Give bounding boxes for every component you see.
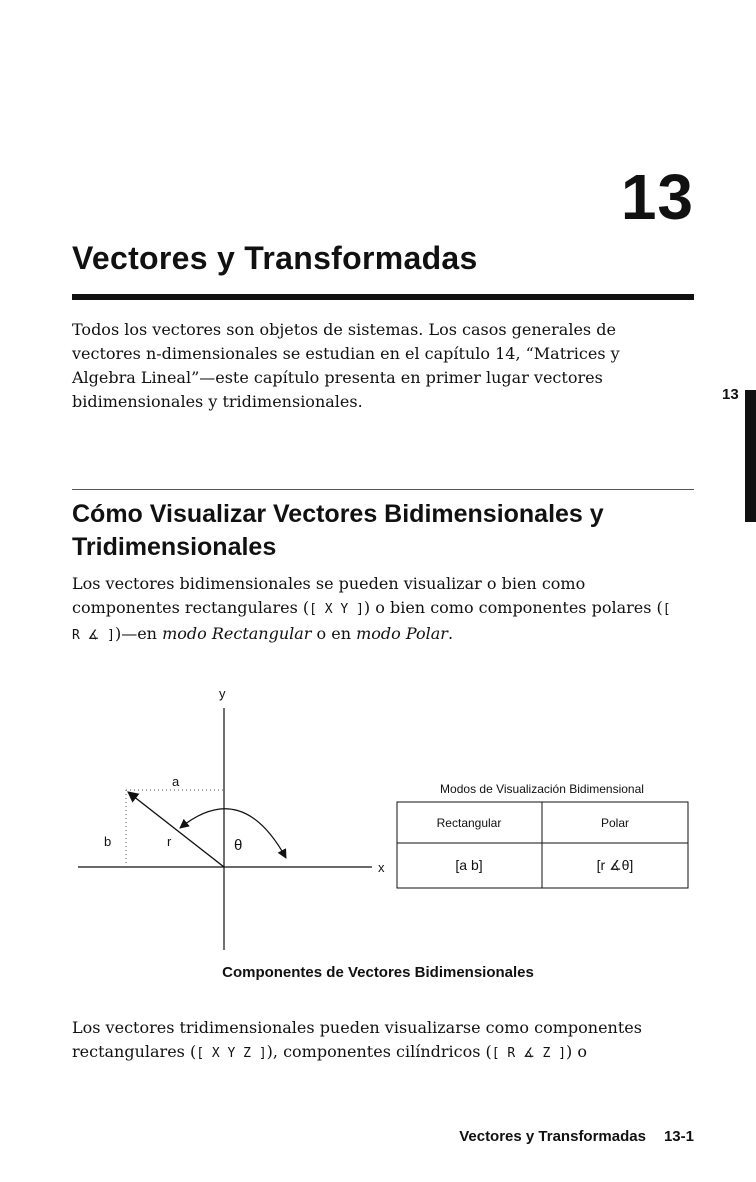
text-run: )—en	[114, 624, 163, 643]
text-run: .	[447, 624, 454, 643]
key-cylindrical: [ R ∡ Z ]	[491, 1046, 567, 1061]
chapter-tab-label: 13	[722, 386, 739, 403]
page-number: 13-1	[663, 1128, 694, 1145]
text-run: Los vectores bidimensionales se pueden visualizar o bien como componentes rectangulares (	[72, 574, 586, 617]
table-header-rectangular: Rectangular	[436, 816, 502, 830]
footer-title: Vectores y Transformadas	[459, 1128, 646, 1145]
chapter-title: Vectores y Transformadas	[72, 240, 478, 276]
label-b: b	[104, 834, 112, 849]
mode-polar: modo Polar	[356, 624, 448, 643]
label-theta: θ	[234, 837, 243, 854]
table-title: Modos de Visualización Bidimensional	[440, 782, 644, 796]
key-xyz: [ X Y Z ]	[196, 1046, 267, 1061]
label-a: a	[172, 774, 180, 789]
section-paragraph	[72, 572, 672, 648]
key-polar: [ R ∡ ]	[72, 602, 671, 643]
mode-rectangular: modo Rectangular	[162, 624, 312, 643]
axis-x-label: x	[378, 860, 385, 875]
angle-arc	[180, 809, 286, 858]
chapter-tab-marker	[745, 390, 756, 522]
axis-y-label: y	[219, 686, 226, 701]
section-title: Cómo Visualizar Vectores Bidimensionales y Tridimensionales	[72, 500, 604, 561]
label-r: r	[167, 834, 172, 849]
vector-r	[128, 792, 224, 867]
table-header-polar: Polar	[600, 816, 630, 830]
text-run: ) o	[566, 1042, 588, 1061]
text-run: Los vectores tridimensionales pueden visualizarse como componentes rectangulares (	[72, 1018, 642, 1061]
table-cell-polar: [r ∡θ]	[596, 857, 634, 873]
title-rule	[72, 294, 694, 300]
vector-diagram	[0, 680, 756, 960]
chapter-number: 13	[620, 161, 694, 233]
paragraph-3d	[72, 1016, 672, 1066]
text-run: ) o bien como componentes polares (	[363, 598, 663, 617]
key-xy: [ X Y ]	[309, 602, 364, 617]
text-run: o en	[311, 624, 357, 643]
section-rule	[72, 489, 694, 490]
figure-caption: Componentes de Vectores Bidimensionales	[222, 964, 534, 981]
page-footer	[459, 1128, 694, 1145]
intro-paragraph: Todos los vectores son objetos de sistemas. Los casos generales de vectores n-dimensionales se estudian en el capítulo 14, “Matrices y Algebra Lineal”—este capítulo presenta en primer lugar vectores bidimensionales y tridimensionales.	[72, 320, 620, 411]
table-cell-rectangular: [a b]	[455, 857, 483, 873]
text-run: ), componentes cilíndricos (	[266, 1042, 492, 1061]
